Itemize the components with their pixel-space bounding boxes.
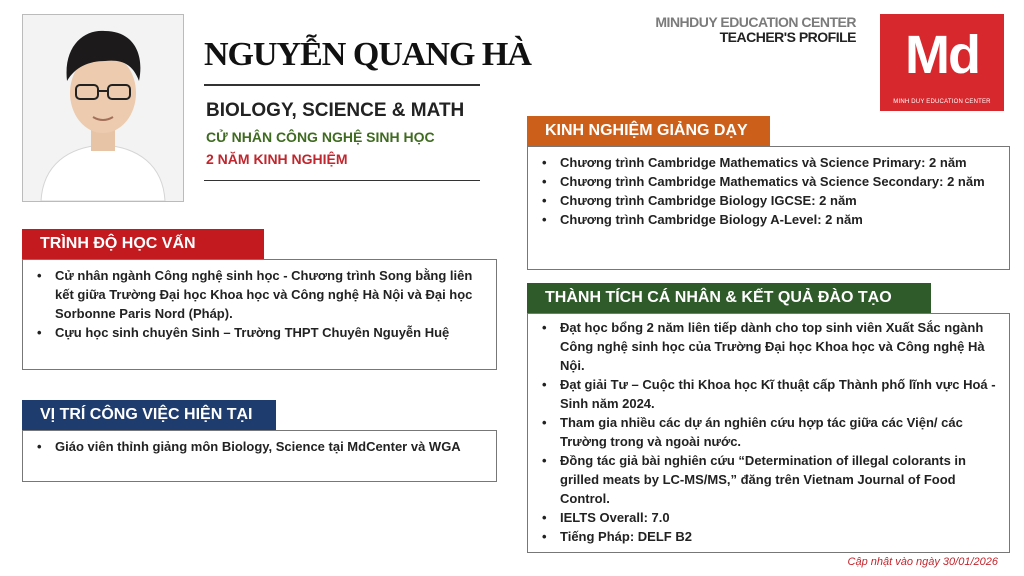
- current-position-list: [31, 437, 486, 456]
- document-type: TEACHER'S PROFILE: [719, 29, 856, 45]
- summary-divider: [204, 180, 480, 181]
- education-item: • Cựu học sinh chuyên Sinh – Trường THPT Chuyên Nguyễn Huệ: [31, 323, 486, 342]
- teacher-name: NGUYỄN QUANG HÀ: [204, 36, 531, 73]
- current-position-section-title: VỊ TRÍ CÔNG VIỆC HIỆN TẠI: [22, 400, 276, 430]
- teaching-experience-item: • Chương trình Cambridge Mathematics và Science Secondary: 2 năm: [536, 172, 999, 191]
- last-updated-note: Cập nhật vào ngày 30/01/2026: [847, 556, 998, 568]
- achievement-item: • Tham gia nhiều các dự án nghiên cứu hợp tác giữa các Viện/ các Trường trong và ngoài nước.: [536, 413, 999, 451]
- teaching-experience-item: • Chương trình Cambridge Biology A-Level: 2 năm: [536, 210, 999, 229]
- current-position-item: • Giáo viên thỉnh giảng môn Biology, Science tại MdCenter và WGA: [31, 437, 486, 456]
- education-item: • Cử nhân ngành Công nghệ sinh học - Chương trình Song bằng liên kết giữa Trường Đại học Khoa học và Công nghệ Hà Nội và Đại học Sorbonne Paris Nord (Pháp).: [31, 266, 486, 323]
- achievement-item: • Tiếng Pháp: DELF B2: [536, 527, 999, 546]
- achievement-item: • IELTS Overall: 7.0: [536, 508, 999, 527]
- teacher-experience-years: 2 NĂM KINH NGHIỆM: [206, 151, 348, 167]
- logo-caption: MINH DUY EDUCATION CENTER: [893, 99, 991, 105]
- teaching-experience-item: • Chương trình Cambridge Mathematics và Science Primary: 2 năm: [536, 153, 999, 172]
- achievements-box: [527, 313, 1010, 553]
- teaching-experience-list: [536, 153, 999, 229]
- achievement-item: • Đồng tác giả bài nghiên cứu “Determination of illegal colorants in grilled meats by LC-MS/MS,” đăng trên Vietnam Journal of Food Control.: [536, 451, 999, 508]
- education-section-title: TRÌNH ĐỘ HỌC VẤN: [22, 229, 264, 259]
- achievements-list: [536, 318, 999, 546]
- logo-mark: Md: [905, 25, 979, 85]
- teaching-experience-box: [527, 146, 1010, 270]
- name-underline: [204, 84, 480, 86]
- md-logo: [880, 14, 1004, 111]
- teaching-experience-section-title: KINH NGHIỆM GIẢNG DẠY: [527, 116, 770, 146]
- center-name: MINHDUY EDUCATION CENTER: [655, 14, 856, 30]
- education-box: [22, 259, 497, 370]
- teaching-experience-item: • Chương trình Cambridge Biology IGCSE: 2 năm: [536, 191, 999, 210]
- achievement-item: • Đạt học bổng 2 năm liên tiếp dành cho top sinh viên Xuất Sắc ngành Công nghệ sinh học của Trường Đại học Khoa học và Công nghệ Hà Nội.: [536, 318, 999, 375]
- teacher-photo: [22, 14, 184, 202]
- achievements-section-title: THÀNH TÍCH CÁ NHÂN & KẾT QUẢ ĐÀO TẠO: [527, 283, 931, 313]
- teacher-degree: CỬ NHÂN CÔNG NGHỆ SINH HỌC: [206, 129, 435, 145]
- teacher-subjects: BIOLOGY, SCIENCE & MATH: [206, 100, 465, 121]
- teacher-portrait-icon: [23, 15, 183, 201]
- achievement-item: • Đạt giải Tư – Cuộc thi Khoa học Kĩ thuật cấp Thành phố lĩnh vực Hoá - Sinh năm 2024.: [536, 375, 999, 413]
- education-list: [31, 266, 486, 342]
- current-position-box: [22, 430, 497, 482]
